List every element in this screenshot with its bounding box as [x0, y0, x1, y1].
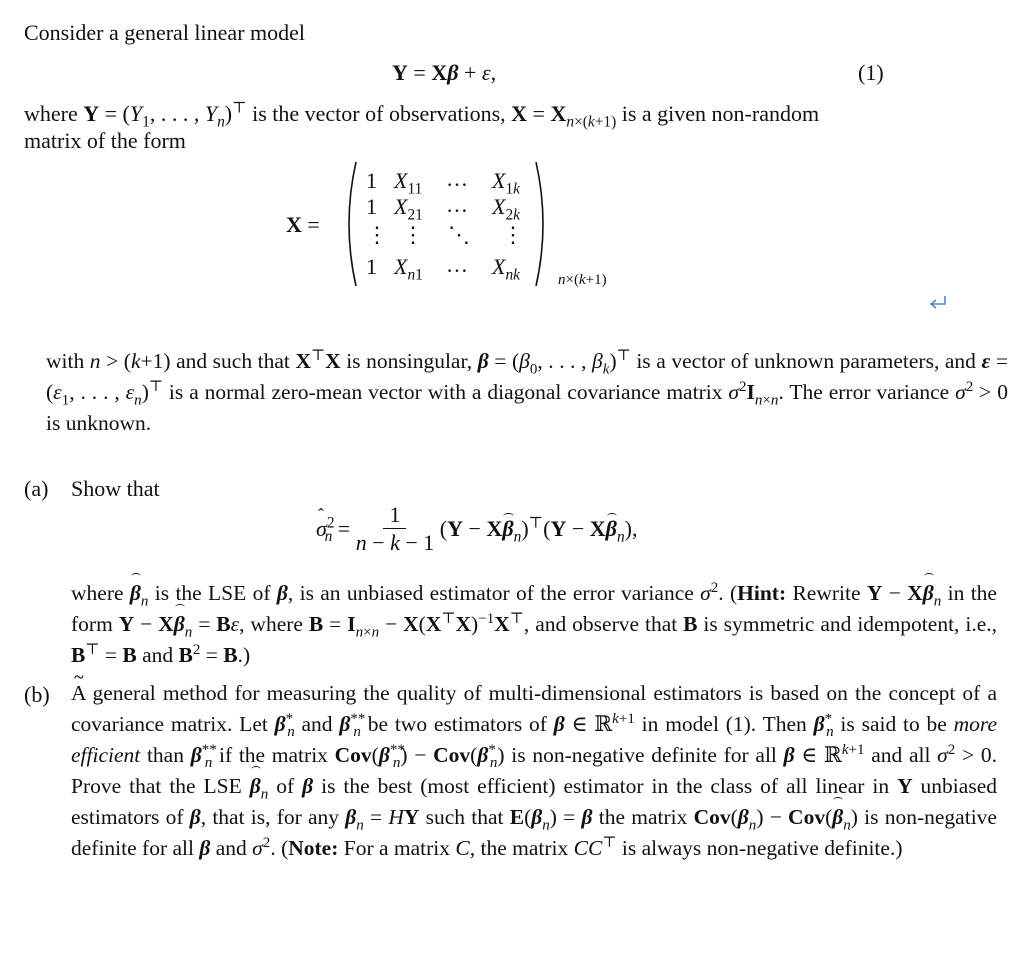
- matrix-cell: ⋮: [402, 222, 424, 247]
- intro-sentence: Consider a general linear model: [24, 20, 306, 45]
- matrix-cell: $X_{2k}$: [492, 194, 520, 224]
- matrix-cell: …: [446, 166, 468, 191]
- part-a-lead: Show that: [71, 476, 160, 501]
- part-a-label: (a): [24, 476, 49, 501]
- matrix-cell: $X_{1k}$: [492, 168, 520, 198]
- matrix-form-text: matrix of the form: [24, 128, 186, 153]
- model-equation: Y = Xβ + ε,: [392, 60, 497, 85]
- matrix-cell: 1: [366, 194, 377, 219]
- equation-number: (1): [858, 60, 884, 85]
- matrix-cell: 1: [366, 168, 377, 193]
- nonrandom-text: is a given non-random: [621, 101, 820, 126]
- right-paren: [534, 160, 552, 288]
- matrix-cell: ⋮: [502, 222, 524, 247]
- matrix-cell: $X_{11}$: [394, 168, 423, 198]
- matrix-cell: $X_{n1}$: [394, 254, 423, 284]
- where-text: is the vector of observations,: [252, 101, 506, 126]
- matrix-cell: 1: [366, 254, 377, 279]
- matrix-cell: …: [446, 192, 468, 217]
- paragraph-assumptions: with n > (k+1) and such that X⊤X is nonsingular, $\beta = (\beta_0$, . . . , $\beta_k)^⊤$ is a vector of unknown parameters, and $\varepsilon = (\varepsilon_1$, . . . , $\varepsilon_n)^⊤$ is a normal zero-mean vector with a diagonal covariance matrix $\sigma^2I_{n\times n}$. The error variance $\sigma^2 > 0$ is unknown.: [46, 347, 1008, 435]
- left-paren: [340, 160, 358, 288]
- matrix-cell: $X_{21}$: [394, 194, 423, 224]
- matrix-cell: ⋱: [448, 222, 470, 247]
- matrix-dimension: n×(k+1): [558, 272, 607, 288]
- part-a-text: where $\beta_n$ is the LSE of β, is an unbiased estimator of the error variance $\sigma^2$. (Hint: Rewrite $Y - X\beta_n$ in the form $Y - X\beta_n = B\varepsilon$, where $B = I_{n\times n} - X(X^⊤X)^{-1}X^⊤$, and observe that B is symmetric and idempotent, i.e., B⊤ = B and $B^2 = B$.): [71, 579, 997, 667]
- where-line: where $Y = (Y_1$, . . . , $Y_n)^⊤$ is the vector of observations, $X = X_{n\times(k+1)}$ is a given non-random: [24, 99, 820, 131]
- part-b-label: (b): [24, 682, 50, 707]
- variance-estimator-formula: ˆ $\sigma^2_n$ = $\frac{1}{n - k - 1}$ $(Y - X\beta_n)^⊤(Y - X\beta_n)$,: [316, 504, 637, 554]
- matrix-cell: …: [446, 252, 468, 277]
- return-arrow-icon: [928, 294, 948, 312]
- matrix-cell: $X_{nk}$: [492, 254, 520, 284]
- matrix-cell: ⋮: [366, 222, 388, 247]
- formula-numerator: 1: [383, 504, 406, 529]
- matrix-label: X =: [286, 212, 320, 237]
- part-b-text: A general method for measuring the quality of multi-dimensional estimators is based on the concept of a covariance matrix. Let $\beta^*_n$ and $\beta^{**}_n$ be two estimators of β ∈ ℝ$^{k+1}$ in model (1). Then $\beta^*_n$ is said to be more efficient than $\beta^{**}_n$ if the matrix $Cov(\beta^{**}_n) - Cov(\beta^*_n)$ is non-negative definite for all β ∈ ℝ$^{k+1}$ and all $\sigma^2 > 0$. Prove that the LSE $\beta_n$ of β is the best (most efficient) estimator in the class of all linear in Y unbiased estimators of β, that is, for any ~ $\beta_n$ = HY such that E(~ $\beta_n) = \beta$ the matrix Cov(~ $\beta_n) - Cov(\beta_n)$ is non-negative definite for all β and $\sigma^2$. (Note: For a matrix C, the matrix CC⊤ is always non-negative definite.): [71, 678, 997, 864]
